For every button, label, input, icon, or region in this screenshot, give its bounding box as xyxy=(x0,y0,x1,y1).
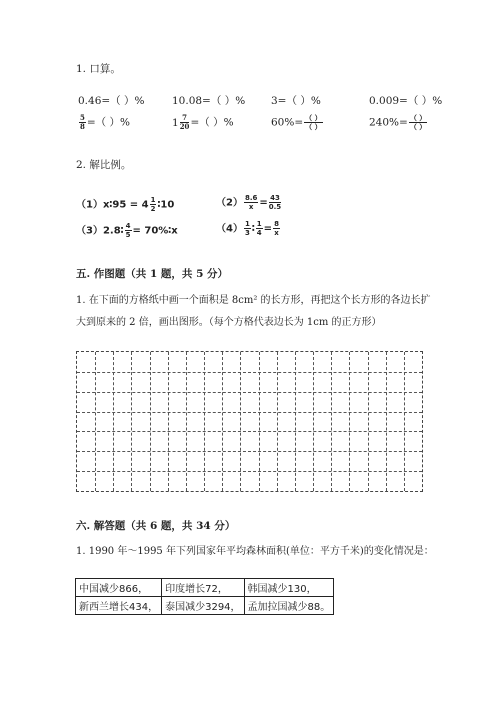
expr-right: ∶10 xyxy=(157,199,175,211)
grid-line-vertical xyxy=(386,352,387,491)
table-cell: 中国减少866， xyxy=(76,579,162,597)
forest-area-table xyxy=(75,578,334,615)
grid-line-horizontal xyxy=(77,431,422,432)
grid-line-vertical xyxy=(222,352,223,491)
fraction-denominator: 4 xyxy=(256,229,262,237)
fraction-numerator: 1 xyxy=(150,196,156,204)
q1-item-1: 0.46=（ ）% xyxy=(78,95,145,107)
square-grid-paper[interactable] xyxy=(76,351,423,492)
q2-title: 2. 解比例。 xyxy=(76,159,132,171)
q1-item-7 xyxy=(271,114,324,131)
expr-left: 240%= xyxy=(369,116,408,129)
fraction-denominator: 0.5 xyxy=(268,203,282,211)
expr-rest: =（ ）% xyxy=(190,116,234,129)
grid-line-vertical xyxy=(204,352,205,491)
q1-item-4: 0.009=（ ）% xyxy=(369,95,443,107)
problem-label: （3） xyxy=(76,225,103,237)
q1-title: 1. 口算。 xyxy=(76,63,121,75)
expr-left: x∶95 = 4 xyxy=(102,199,149,211)
table-cell: 韩国减少130， xyxy=(244,579,334,597)
fraction-numerator: 4 xyxy=(125,222,131,230)
grid-line-vertical xyxy=(259,352,260,491)
grid-line-horizontal xyxy=(77,471,422,472)
section6-text-line1: 1. 1990 年～1995 年下列国家年平均森林面积(单位：平方千米)的变化情况是： xyxy=(76,546,434,557)
q2-problem-3 xyxy=(76,222,178,239)
fraction-denominator: 5 xyxy=(125,231,131,239)
section6-heading: 六. 解答题（共 6 题，共 34 分） xyxy=(76,520,236,532)
grid-line-vertical xyxy=(95,352,96,491)
table-cell: 新西兰增长434， xyxy=(76,597,162,615)
fraction-numerator: （ ） xyxy=(305,113,322,122)
equals: = xyxy=(259,197,268,209)
grid-line-vertical xyxy=(186,352,187,491)
problem-label: （4） xyxy=(216,223,243,235)
grid-line-vertical xyxy=(113,352,114,491)
q2-problem-1 xyxy=(76,196,174,213)
fraction-denominator: 20 xyxy=(179,122,190,131)
fraction-numerator: 5 xyxy=(80,113,85,122)
grid-line-vertical xyxy=(295,352,296,491)
table-cell: 孟加拉国减少88。 xyxy=(244,597,334,615)
fraction-numerator: 1 xyxy=(256,220,262,228)
grid-line-vertical xyxy=(313,352,314,491)
grid-line-horizontal xyxy=(77,451,422,452)
table-cell: 印度增长72， xyxy=(162,579,244,597)
table-row xyxy=(76,597,334,615)
problem-label: （1） xyxy=(76,199,103,211)
grid-line-vertical xyxy=(404,352,405,491)
grid-line-vertical xyxy=(368,352,369,491)
grid-line-vertical xyxy=(150,352,151,491)
fraction-numerator: 8 xyxy=(274,220,279,228)
table-row xyxy=(76,579,334,597)
fraction-denominator: 2 xyxy=(150,205,156,213)
section5-text-line1: 1. 在下面的方格纸中画一个面积是 8cm² 的长方形，再把这个长方形的各边长扩 xyxy=(76,295,431,306)
fraction-numerator: 1 xyxy=(244,220,250,228)
fraction-numerator: 43 xyxy=(270,194,280,202)
grid-line-vertical xyxy=(277,352,278,491)
fraction-numerator: 7 xyxy=(180,114,190,123)
q1-item-6 xyxy=(172,114,234,131)
q1-item-3: 3=（ ）% xyxy=(271,95,321,107)
fraction-numerator: （ ） xyxy=(409,113,427,122)
q1-item-8 xyxy=(369,114,428,131)
grid-line-horizontal xyxy=(77,412,422,413)
expr-left: 60%= xyxy=(271,116,304,129)
q2-problem-4 xyxy=(216,220,281,237)
expr-rest: =（ ）% xyxy=(86,116,130,129)
fraction-denominator: （ ） xyxy=(305,122,322,131)
equals: = xyxy=(263,223,273,235)
grid-line-horizontal xyxy=(77,392,422,393)
grid-line-vertical xyxy=(240,352,241,491)
fraction-denominator: （ ） xyxy=(409,122,427,131)
expr-left: 2.8∶ xyxy=(102,225,124,237)
fraction-denominator: 8 xyxy=(80,122,85,131)
grid-line-vertical xyxy=(131,352,132,491)
section5-text-line2: 大到原来的 2 倍，画出图形。（每个方格代表边长为 1cm 的正方形） xyxy=(76,317,382,328)
fraction-denominator: x xyxy=(248,203,254,211)
grid-line-vertical xyxy=(349,352,350,491)
section5-heading: 五. 作图题（共 1 题，共 5 分） xyxy=(76,268,229,280)
colon: ∶ xyxy=(251,223,255,235)
mixed-whole: 1 xyxy=(172,116,179,129)
fraction-numerator: 8.6 xyxy=(244,194,258,202)
fraction-denominator: 3 xyxy=(244,229,250,237)
expr-right: = 70%∶x xyxy=(132,225,178,237)
q1-item-5 xyxy=(78,114,130,131)
grid-line-horizontal xyxy=(77,372,422,373)
problem-label: （2） xyxy=(216,197,243,209)
q1-item-2: 10.08=（ ）% xyxy=(172,95,246,107)
fraction-denominator: x xyxy=(274,229,279,237)
q2-problem-2 xyxy=(216,194,282,211)
grid-line-vertical xyxy=(331,352,332,491)
table-cell: 泰国减少3294， xyxy=(162,597,244,615)
grid-line-vertical xyxy=(168,352,169,491)
